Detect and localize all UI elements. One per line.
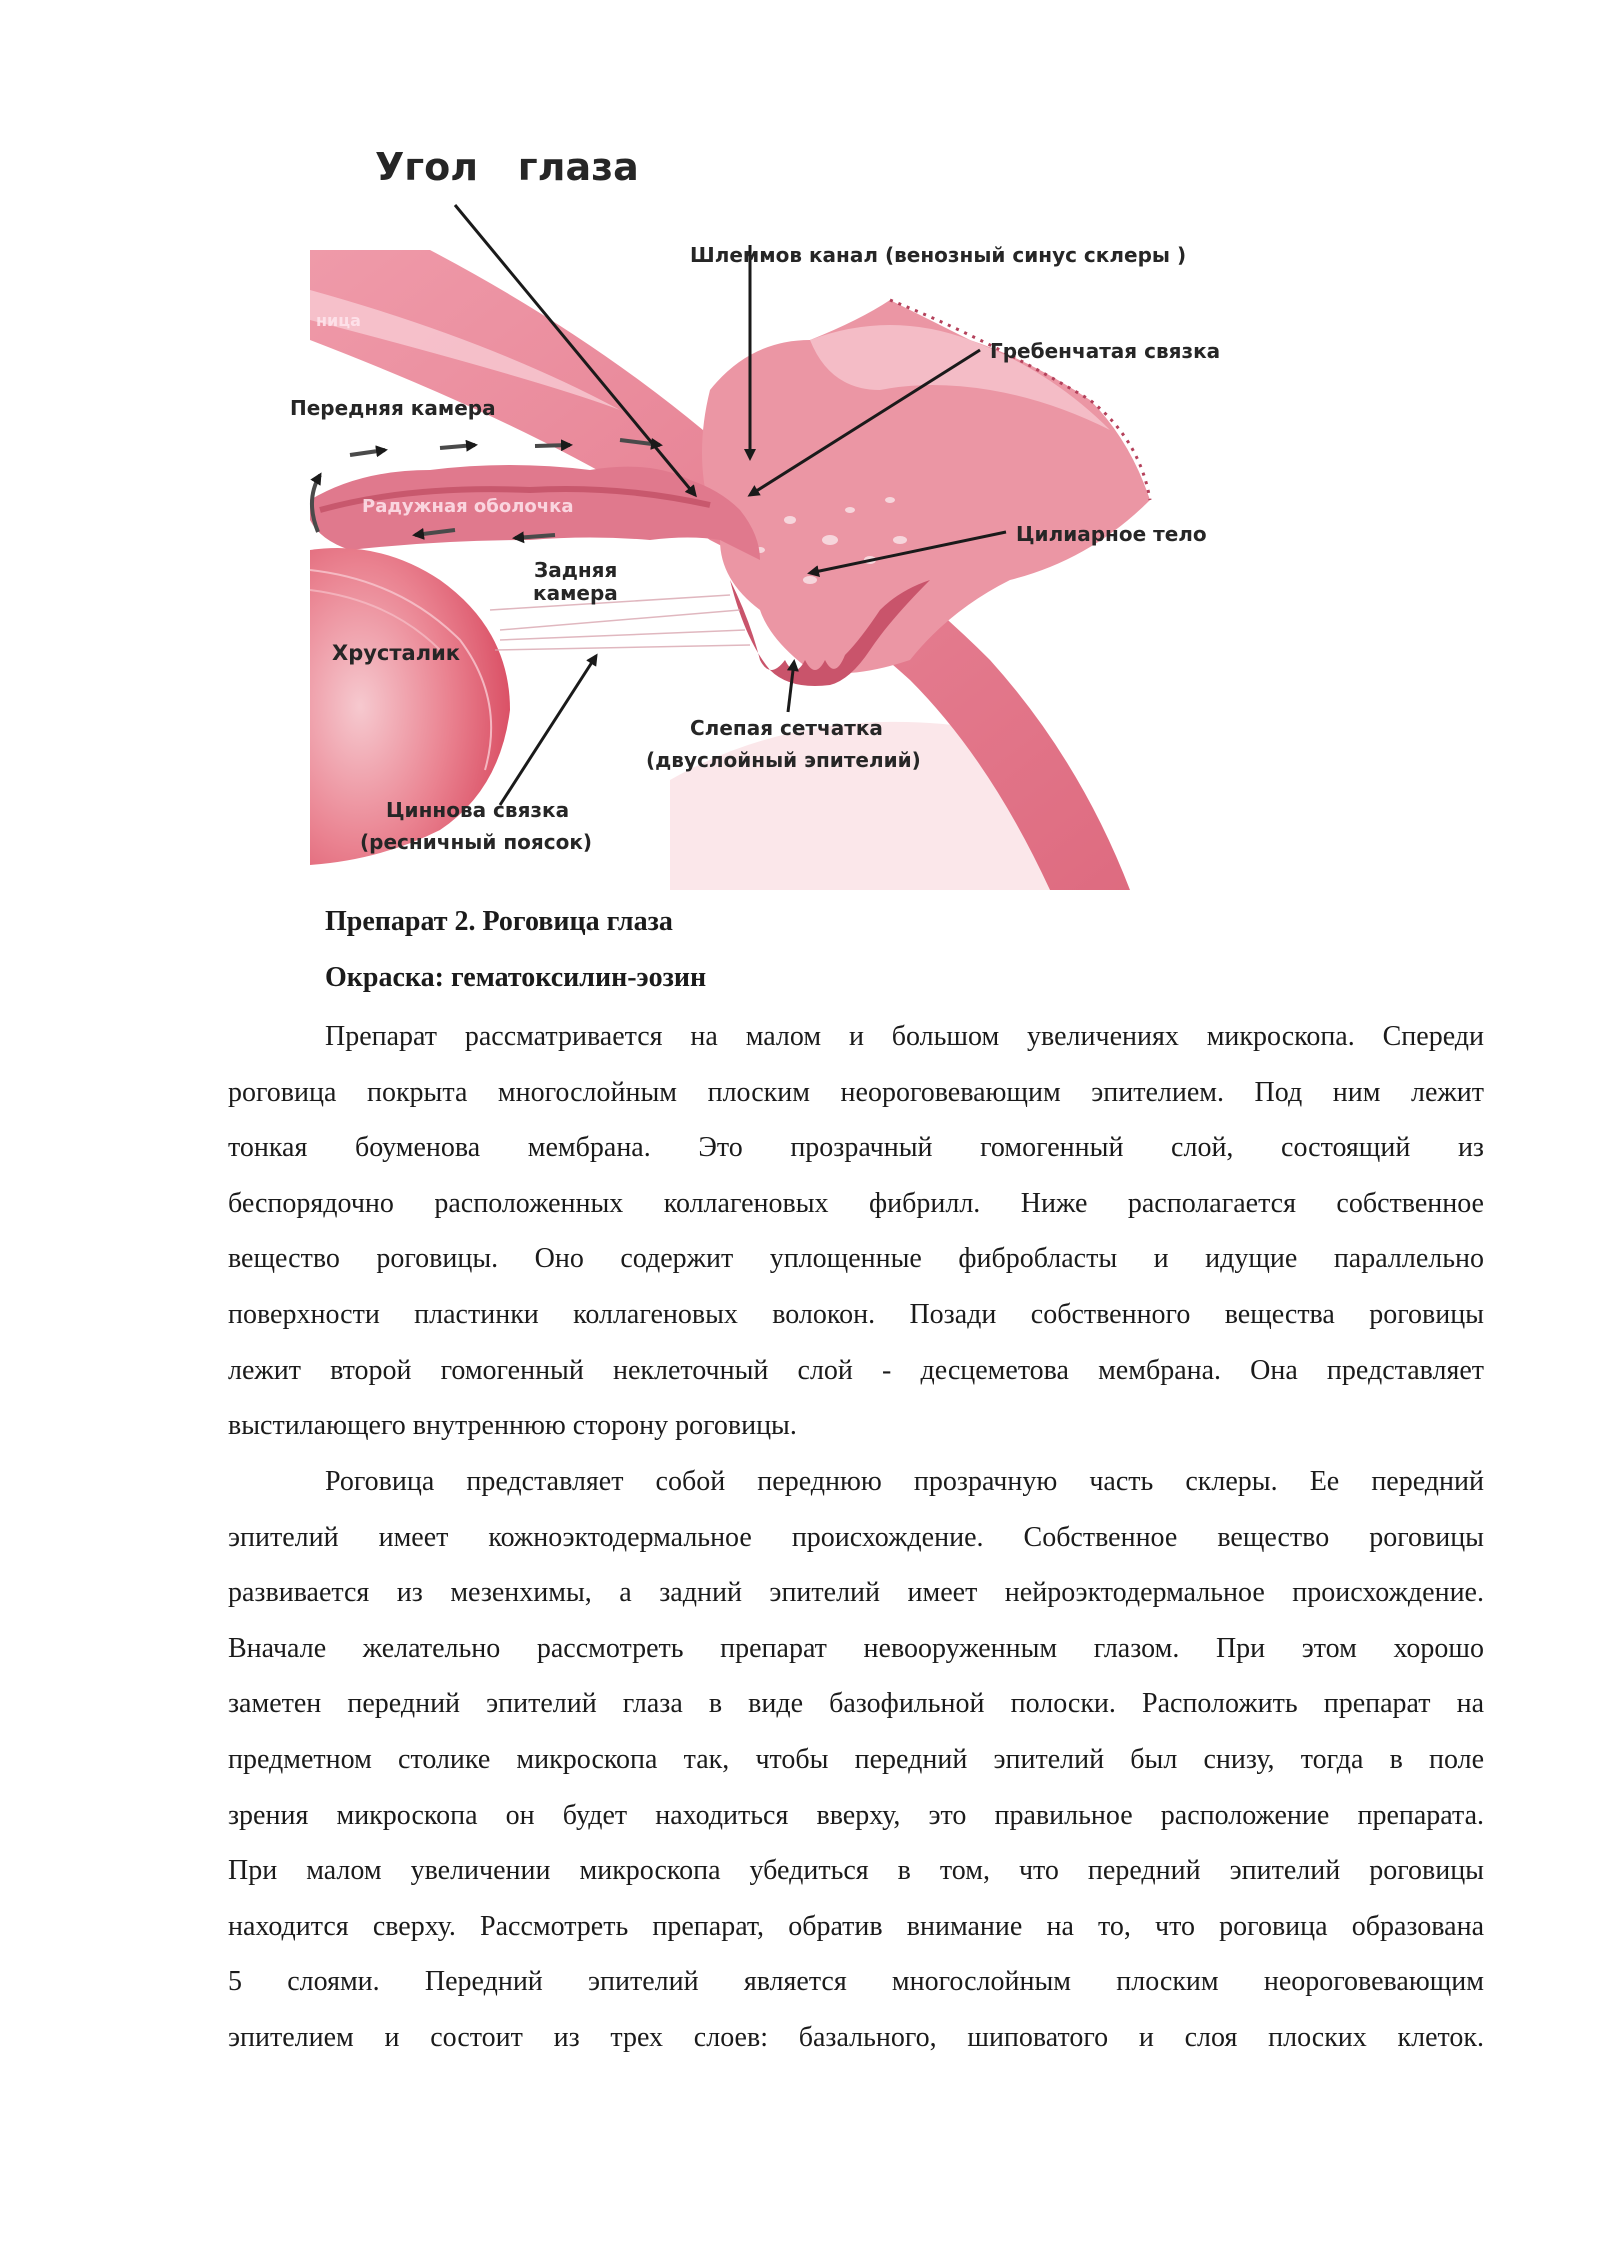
paragraph-line: Препарат рассматривается на малом и большом увеличениях микроскопа. Спереди (325, 1021, 1484, 1052)
iris-label: Радужная оболочка (362, 496, 574, 517)
paragraph-line: зрения микроскопа он будет находиться вверху, это правильное расположение препарата. (228, 1799, 1484, 1831)
posterior-chamber-label-2: камера (533, 581, 618, 605)
paragraph-line: эпителием и состоит из трех слоев: базального, шиповатого и слоя плоских клеток. (228, 2021, 1484, 2053)
paragraph-line: вещество роговицы. Оно содержит уплощенные фибробласты и идущие параллельно (228, 1243, 1484, 1275)
paragraph-line: При малом увеличении микроскопа убедиться в том, что передний эпителий роговицы (228, 1855, 1484, 1887)
blind-retina-label-2: (двуслойный эпителий) (646, 748, 921, 772)
paragraph-line: выстилающего внутреннюю сторону роговицы. (228, 1410, 797, 1442)
lens-label: Хрусталик (332, 641, 461, 665)
stain-heading: Окраска: гематоксилин-эозин (325, 962, 707, 993)
anterior-chamber-label: Передняя камера (290, 396, 496, 420)
pectinate-ligament-label: Гребенчатая связка (990, 339, 1221, 363)
paragraph-line: беспорядочно расположенных коллагеновых фибрилл. Ниже располагается собственное (228, 1187, 1484, 1219)
paragraph-line: Роговица представляет собой переднюю прозрачную часть склеры. Ее передний (325, 1466, 1484, 1497)
paragraph-line: заметен передний эпителий глаза в виде базофильной полоски. Расположить препарат на (228, 1688, 1484, 1720)
zinn-ligament-label-2: (ресничный поясок) (360, 830, 593, 854)
posterior-chamber-label-1: Задняя (534, 558, 618, 582)
schlemm-canal-label: Шлеммов канал (венозный синус склеры ) (690, 243, 1187, 267)
preparation-heading: Препарат 2. Роговица глаза (325, 906, 673, 937)
figure-title: Угол глаза (375, 145, 639, 189)
paragraph-line: эпителий имеет кожноэктодермальное происхождение. Собственное вещество роговицы (228, 1521, 1484, 1553)
eye-angle-figure (290, 140, 1250, 895)
paragraph-1 (228, 1009, 1484, 1454)
eye-angle-illustration (290, 140, 1250, 895)
paragraph-line: находится сверху. Рассмотреть препарат, обратив внимание на то, что роговица образована (228, 1910, 1484, 1942)
paragraph-line: тонкая боуменова мембрана. Это прозрачный гомогенный слой, состоящий из (228, 1132, 1484, 1164)
paragraph-line: 5 слоями. Передний эпителий является многослойным плоским неороговевающим (228, 1966, 1484, 1998)
paragraph-line: развивается из мезенхимы, а задний эпителий имеет нейроэктодермальное происхождение. (228, 1577, 1484, 1609)
paragraph-line: лежит второй гомогенный неклеточный слой - десцеметова мембрана. Она представляет (228, 1354, 1484, 1386)
paragraph-line: поверхности пластинки коллагеновых волокон. Позади собственного вещества роговицы (228, 1298, 1484, 1330)
paragraph-line: предметном столике микроскопа так, чтобы передний эпителий был снизу, тогда в поле (228, 1743, 1484, 1775)
ciliary-body-label: Цилиарное тело (1016, 522, 1207, 546)
zinn-ligament-label-1: Циннова связка (386, 798, 570, 822)
cornea-fragment-label: ница (316, 311, 361, 330)
blind-retina-label-1: Слепая сетчатка (690, 716, 883, 740)
paragraph-line: роговица покрыта многослойным плоским неороговевающим эпителием. Под ним лежит (228, 1076, 1484, 1108)
paragraph-2 (228, 1454, 1484, 2066)
paragraph-line: Вначале желательно рассмотреть препарат невооруженным глазом. При этом хорошо (228, 1632, 1484, 1664)
